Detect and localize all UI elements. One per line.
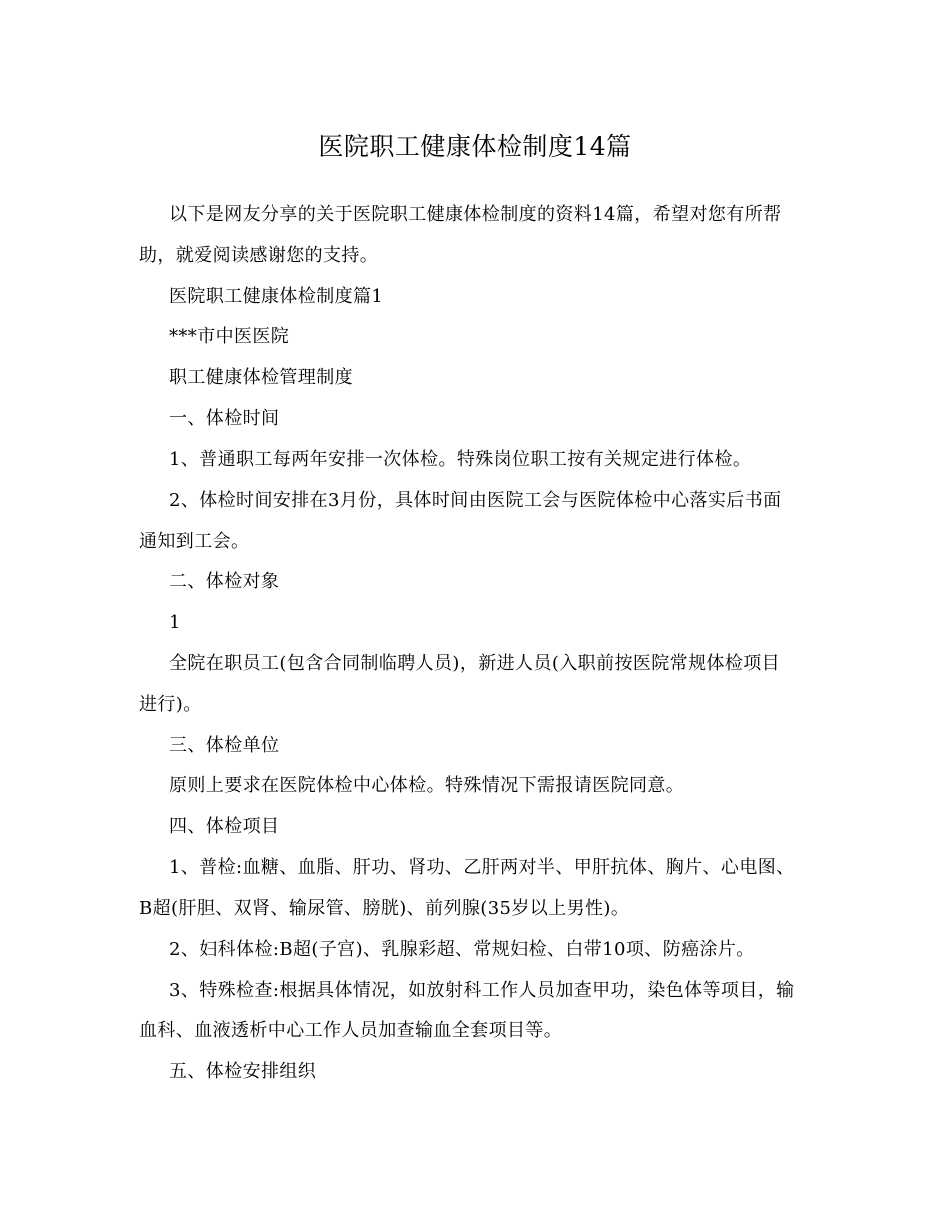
section-heading: 医院职工健康体检制度篇1	[169, 286, 384, 307]
paragraph-line: 职工健康体检管理制度	[169, 367, 353, 388]
document-title: 医院职工健康体检制度14篇	[318, 132, 632, 161]
paragraph-line: 3、特殊检查:根据具体情况，如放射科工作人员加查甲功，染色体等项目，输	[169, 980, 795, 1001]
paragraph-line: ***市中医医院	[169, 326, 290, 347]
paragraph-line: 2、体检时间安排在3月份，具体时间由医院工会与医院体检中心落实后书面	[169, 490, 782, 511]
section-heading: 五、体检安排组织	[169, 1061, 317, 1082]
paragraph-line: 1、普通职工每两年安排一次体检。特殊岗位职工按有关规定进行体检。	[169, 449, 752, 470]
paragraph-line: 1、普检:血糖、血脂、肝功、肾功、乙肝两对半、甲肝抗体、胸片、心电图、	[169, 857, 795, 878]
paragraph-line: B超(肝胆、双肾、输尿管、膀胱)、前列腺(35岁以上男性)。	[139, 898, 630, 919]
section-heading: 二、体检对象	[169, 571, 280, 592]
paragraph-line: 2、妇科体检:B超(子宫)、乳腺彩超、常规妇检、白带10项、防癌涂片。	[169, 939, 755, 960]
paragraph-line: 以下是网友分享的关于医院职工健康体检制度的资料14篇，希望对您有所帮	[169, 204, 782, 225]
section-heading: 四、体检项目	[169, 816, 280, 837]
paragraph-line: 通知到工会。	[139, 531, 250, 552]
page-number: 1	[169, 612, 181, 633]
paragraph-line: 助，就爱阅读感谢您的支持。	[139, 245, 379, 266]
section-heading: 三、体检单位	[169, 735, 280, 756]
section-heading: 一、体检时间	[169, 408, 280, 429]
paragraph-line: 血科、血液透析中心工作人员加查输血全套项目等。	[139, 1020, 563, 1041]
paragraph-line: 全院在职员工(包含合同制临聘人员)，新进人员(入职前按医院常规体检项目	[169, 653, 781, 674]
paragraph-line: 进行)。	[139, 694, 202, 715]
paragraph-line: 原则上要求在医院体检中心体检。特殊情况下需报请医院同意。	[169, 775, 685, 796]
